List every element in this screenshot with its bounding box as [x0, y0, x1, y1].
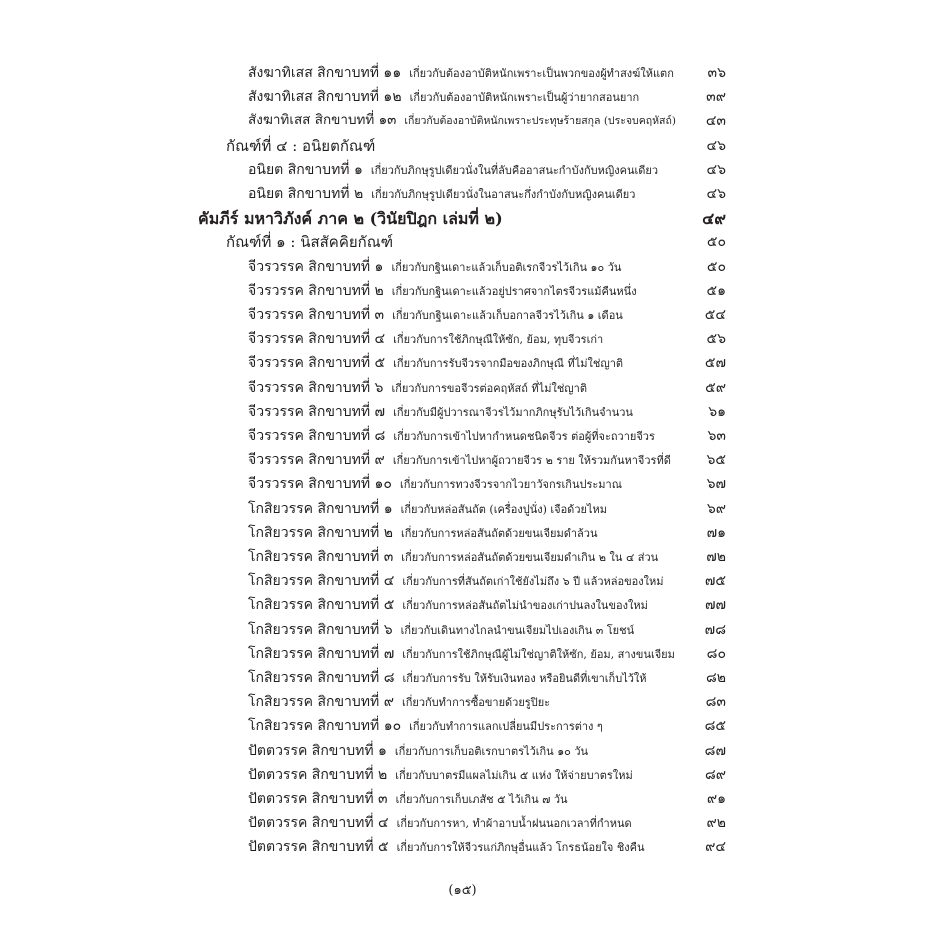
toc-entry-rule — [248, 66, 674, 80]
toc-entry-page-number: ๖๗ — [706, 476, 726, 492]
toc-entry-page-number: ๕๙ — [705, 380, 726, 396]
toc-entry-page-number: ๗๘ — [704, 622, 726, 638]
toc-entry-page-number: ๔๓ — [705, 113, 726, 129]
toc-entry-description: เกี่ยวกับการทวงจีวรจากไวยาวัจกรเกินประมาณ — [399, 478, 622, 491]
toc-entry-rule — [248, 381, 587, 395]
toc-entry-title: ปัตตวรรค สิกขาบทที่ ๑ — [248, 743, 387, 759]
toc-entry-description: เกี่ยวกับกฐินเดาะแล้วอยู่ปราศจากไตรจีวรแม้คืนหนึ่ง — [391, 285, 637, 298]
toc-entry-page-number: ๖๙ — [706, 501, 726, 517]
toc-entry-page-number: ๓๖ — [707, 65, 726, 81]
toc-entry-page-number: ๓๙ — [706, 89, 726, 105]
toc-entry-page-number: ๘๒ — [705, 670, 726, 686]
toc-entry-page-number: ๕๐ — [706, 234, 726, 250]
toc-entry-rule — [248, 90, 639, 104]
toc-entry-rule — [248, 114, 676, 128]
toc-entry-rule — [248, 647, 675, 661]
toc-entry-title: ปัตตวรรค สิกขาบทที่ ๔ — [248, 815, 389, 831]
toc-entry-description: เกี่ยวกับเดินทางไกลนำขนเจียมไปเองเกิน ๓ โยชน์ — [400, 624, 635, 637]
toc-entry-rule — [248, 260, 621, 274]
toc-entry-rule — [248, 840, 645, 854]
toc-entry-rule — [248, 671, 647, 685]
toc-entry-description: เกี่ยวกับทำการซื้อขายด้วยรูปิยะ — [401, 696, 551, 709]
toc-entry-title: สังฆาทิเสส สิกขาบทที่ ๑๒ — [248, 89, 402, 105]
toc-entry-description: เกี่ยวกับการให้จีวรแก่ภิกษุอื่นแล้ว โกรธน้อยใจ ชิงคืน — [396, 841, 645, 854]
toc-entry-rule — [248, 744, 588, 758]
toc-entry-description: เกี่ยวกับบาตรมีแผลไม่เกิน ๕ แห่ง ให้จ่ายบาตรใหม่ — [395, 769, 633, 782]
toc-entry-page-number: ๕๐ — [706, 259, 726, 275]
toc-entry-page-number: ๖๓ — [707, 428, 726, 444]
toc-entry-section — [226, 139, 375, 154]
toc-entry-rule — [248, 187, 635, 201]
toc-entry-title: โกสิยวรรค สิกขาบทที่ ๘ — [248, 670, 395, 686]
toc-entry-rule — [248, 429, 655, 443]
toc-entry-title: คัมภีร์ มหาวิภังค์ ภาค ๒ (วินัยปิฎก เล่มที่ ๒) — [198, 209, 503, 228]
toc-entry-description: เกี่ยวกับการขอจีวรต่อคฤหัสถ์ ที่ไม่ใช่ญาติ — [391, 382, 587, 395]
toc-entry-title: อนิยต สิกขาบทที่ ๒ — [248, 186, 364, 202]
toc-entry-rule — [248, 284, 637, 298]
toc-entry-title: ปัตตวรรค สิกขาบทที่ ๒ — [248, 767, 388, 783]
toc-entry-title: จีวรวรรค สิกขาบทที่ ๘ — [248, 428, 386, 444]
toc-entry-title: โกสิยวรรค สิกขาบทที่ ๕ — [248, 597, 395, 613]
toc-entry-page-number: ๗๕ — [704, 573, 726, 589]
toc-entry-description: เกี่ยวกับกฐินเดาะแล้วเก็บอติเรกจีวรไว้เกิน ๑๐ วัน — [391, 261, 622, 274]
toc-entry-description: เกี่ยวกับการใช้ภิกษุณีผู้ไม่ใช่ญาติให้ซัก, ย้อม, สางขนเจียม — [402, 648, 675, 661]
toc-entry-title: จีวรวรรค สิกขาบทที่ ๓ — [248, 307, 385, 323]
toc-entry-rule — [248, 502, 607, 516]
toc-entry-description: เกี่ยวกับการที่สันถัตเก่าใช้ยังไม่ถึง ๖ ปี แล้วหล่อของใหม่ — [402, 575, 664, 588]
toc-entry-description: เกี่ยวกับมีผู้ปวารณาจีวรไว้มากภิกษุรับไว้เกินจำนวน — [393, 406, 633, 419]
toc-entry-description: เกี่ยวกับการใช้ภิกษุณีให้ซัก, ย้อม, ทุบจีวรเก่า — [393, 333, 604, 346]
toc-entry-page-number: ๙๔ — [705, 839, 726, 855]
toc-entry-page-number: ๔๖ — [706, 186, 726, 202]
toc-entry-page-number: ๕๗ — [704, 355, 726, 371]
toc-entry-page-number: ๕๑ — [706, 283, 726, 299]
toc-entry-title: กัณฑ์ที่ ๔ : อนิยตกัณฑ์ — [226, 137, 376, 155]
toc-entry-page-number: ๗๒ — [706, 549, 726, 565]
toc-entry-title: จีวรวรรค สิกขาบทที่ ๑ — [248, 259, 384, 275]
toc-entry-rule — [248, 550, 658, 564]
toc-entry-title: โกสิยวรรค สิกขาบทที่ ๗ — [248, 646, 395, 662]
toc-entry-title: อนิยต สิกขาบทที่ ๑ — [248, 162, 363, 178]
toc-entry-page-number: ๙๒ — [706, 815, 726, 831]
toc-entry-title: สังฆาทิเสส สิกขาบทที่ ๑๓ — [248, 112, 397, 128]
toc-entry-rule — [248, 623, 634, 637]
toc-entry-title: โกสิยวรรค สิกขาบทที่ ๔ — [248, 573, 395, 589]
toc-entry-description: เกี่ยวกับทำการแลกเปลี่ยนมีประการต่าง ๆ — [409, 720, 603, 733]
toc-entry-title: จีวรวรรค สิกขาบทที่ ๕ — [248, 355, 386, 371]
toc-entry-page-number: ๔๙ — [702, 209, 726, 228]
toc-entry-description: เกี่ยวกับภิกษุรูปเดียวนั่งในอาสนะกึ่งกำบังกับหญิงคนเดียว — [371, 188, 636, 201]
toc-entry-rule — [248, 695, 550, 709]
toc-entry-rule — [248, 453, 671, 467]
toc-entry-description: เกี่ยวกับการหล่อสันถัตไม่นำของเก่าปนลงในของใหม่ — [402, 599, 648, 612]
toc-entry-rule — [248, 308, 623, 322]
page-number-footer: (๑๕) — [448, 883, 477, 898]
toc-entry-page-number: ๘๗ — [704, 743, 726, 759]
toc-entry-page-number: ๙๑ — [706, 791, 726, 807]
toc-entry-description: เกี่ยวกับต้องอาบัติหนักเพราะเป็นผู้ว่ายากสอนยาก — [409, 91, 640, 104]
toc-entry-page-number: ๘๕ — [704, 718, 726, 734]
toc-entry-description: เกี่ยวกับการรับจีวรจากมือของภิกษุณี ที่ไม่ใช่ญาติ — [393, 357, 624, 370]
toc-entry-title: ปัตตวรรค สิกขาบทที่ ๕ — [248, 839, 389, 855]
toc-entry-page-number: ๔๖ — [706, 162, 726, 178]
toc-entry-rule — [248, 526, 597, 540]
toc-entry-page-number: ๘๙ — [704, 767, 726, 783]
toc-entry-rule — [248, 405, 633, 419]
toc-entry-title: จีวรวรรค สิกขาบทที่ ๗ — [248, 404, 386, 420]
toc-entry-description: เกี่ยวกับการหล่อสันถัตด้วยขนเจียมดำล้วน — [400, 527, 598, 540]
toc-entry-title: สังฆาทิเสส สิกขาบทที่ ๑๑ — [248, 65, 402, 81]
toc-entry-page-number: ๕๔ — [704, 307, 726, 323]
toc-entry-description: เกี่ยวกับการหล่อสันถัตด้วยขนเจียมดำเกิน ๒ ใน ๔ ส่วน — [401, 551, 659, 564]
toc-entry-title: จีวรวรรค สิกขาบทที่ ๙ — [248, 452, 385, 468]
toc-entry-description: เกี่ยวกับกฐินเดาะแล้วเก็บอกาลจีวรไว้เกิน ๑ เดือน — [392, 309, 623, 322]
toc-entry-title: โกสิยวรรค สิกขาบทที่ ๑ — [248, 501, 393, 517]
toc-entry-description: เกี่ยวกับการหา, ทำผ้าอาบน้ำฝนนอกเวลาที่กำหนด — [396, 817, 632, 830]
toc-entry-page-number: ๘๓ — [705, 694, 726, 710]
toc-entry-description: เกี่ยวกับการเข้าไปหากำหนดชนิดจีวร ต่อผู้ที่จะถวายจีวร — [393, 430, 655, 443]
toc-entry-title: จีวรวรรค สิกขาบทที่ ๖ — [248, 380, 384, 396]
toc-entry-rule — [248, 719, 603, 733]
toc-entry-title: โกสิยวรรค สิกขาบทที่ ๑๐ — [248, 718, 402, 734]
toc-entry-title: โกสิยวรรค สิกขาบทที่ ๙ — [248, 694, 394, 710]
toc-entry-title: โกสิยวรรค สิกขาบทที่ ๒ — [248, 525, 393, 541]
toc-entry-title: กัณฑ์ที่ ๑ : นิสสัคคิยกัณฑ์ — [226, 233, 394, 251]
toc-entry-page-number: ๖๕ — [706, 452, 726, 468]
toc-entry-title: ปัตตวรรค สิกขาบทที่ ๓ — [248, 791, 388, 807]
toc-entry-description: เกี่ยวกับต้องอาบัติหนักเพราะประทุษร้ายสกุล (ประจบคฤหัสถ์) — [404, 115, 676, 127]
toc-entry-description: เกี่ยวกับการเข้าไปหาผู้ถวายจีวร ๒ ราย ให้รวมกันหาจีวรที่ดี — [392, 454, 671, 467]
toc-entry-page-number: ๗๗ — [704, 597, 726, 613]
toc-entry-description: เกี่ยวกับภิกษุรูปเดียวนั่งในที่ลับคืออาสนะกำบังกับหญิงคนเดียว — [370, 164, 658, 177]
toc-entry-page-number: ๖๑ — [708, 404, 726, 420]
toc-entry-description: เกี่ยวกับการรับ ให้รับเงินทอง หรือยินดีที่เขาเก็บไว้ให้ — [402, 672, 647, 685]
toc-entry-description: เกี่ยวกับการเก็บอติเรกบาตรไว้เกิน ๑๐ วัน — [394, 745, 589, 758]
toc-entry-title: โกสิยวรรค สิกขาบทที่ ๓ — [248, 549, 394, 565]
toc-entry-page-number: ๔๖ — [706, 138, 726, 154]
toc-entry-rule — [248, 332, 603, 346]
toc-entry-volume — [198, 211, 503, 227]
toc-entry-title: จีวรวรรค สิกขาบทที่ ๒ — [248, 283, 384, 299]
toc-entry-page-number: ๕๖ — [706, 331, 726, 347]
toc-entry-rule — [248, 574, 664, 588]
toc-entry-description: เกี่ยวกับการเก็บเภสัช ๕ ไว้เกิน ๗ วัน — [395, 793, 568, 806]
toc-entry-page-number: ๘๐ — [706, 646, 726, 662]
toc-entry-rule — [248, 598, 648, 612]
toc-entry-rule — [248, 792, 568, 806]
toc-entry-rule — [248, 356, 623, 370]
toc-entry-description: เกี่ยวกับหล่อสันถัต (เครื่องปูนั่ง) เจือด้วยไหม — [400, 503, 607, 516]
toc-entry-rule — [248, 816, 632, 830]
toc-entry-title: จีวรวรรค สิกขาบทที่ ๑๐ — [248, 476, 392, 492]
toc-entry-title: จีวรวรรค สิกขาบทที่ ๔ — [248, 331, 386, 347]
toc-entry-page-number: ๗๑ — [706, 525, 726, 541]
toc-entry-rule — [248, 768, 633, 782]
toc-entry-section — [226, 235, 393, 250]
toc-entry-rule — [248, 477, 622, 491]
toc-entry-title: โกสิยวรรค สิกขาบทที่ ๖ — [248, 622, 393, 638]
toc-entry-rule — [248, 163, 658, 177]
toc-entry-description: เกี่ยวกับต้องอาบัติหนักเพราะเป็นพวกของผู้ทำสงฆ์ให้แตก — [409, 67, 674, 80]
